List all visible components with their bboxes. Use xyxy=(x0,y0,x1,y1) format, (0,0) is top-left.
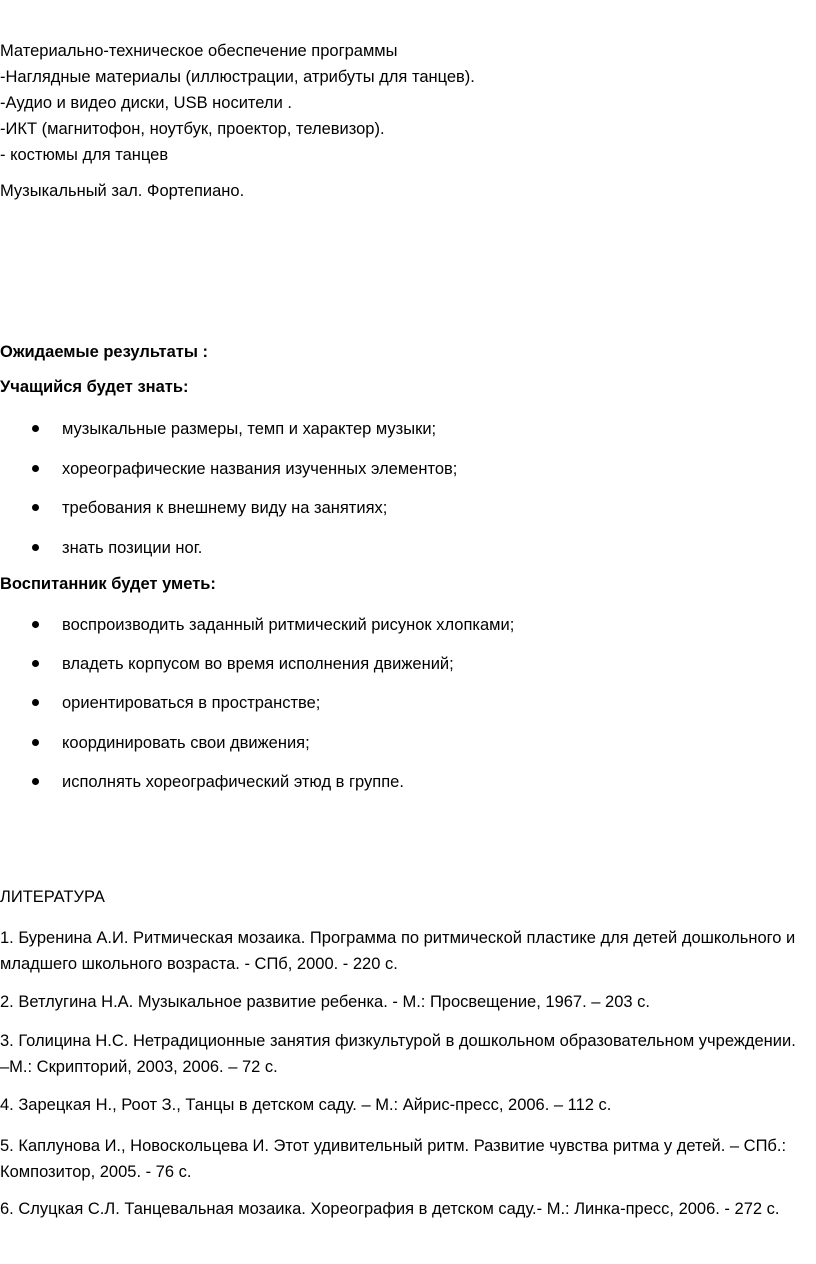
bullet-icon xyxy=(32,425,39,432)
materials-title: Материально-техническое обеспечение программы xyxy=(0,42,398,60)
materials-line: -Аудио и видео диски, USB носители . xyxy=(0,94,292,112)
list-item-text: исполнять хореографический этюд в группе. xyxy=(62,773,404,791)
reference-item: 3. Голицина Н.С. Нетрадиционные занятия физкультурой в дошкольном образовательном учреждении. –М.: Скрипторий, 2003, 2006. – 72 с. xyxy=(0,1032,796,1076)
literature-heading: ЛИТЕРАТУРА xyxy=(0,888,105,906)
list-item-text: ориентироваться в пространстве; xyxy=(62,694,321,712)
reference-item: 4. Зарецкая Н., Роот З., Танцы в детском саду. – М.: Айрис-пресс, 2006. – 112 с. xyxy=(0,1096,612,1114)
reference-item: 2. Ветлугина Н.А. Музыкальное развитие ребенка. - М.: Просвещение, 1967. – 203 с. xyxy=(0,993,650,1011)
materials-line: - костюмы для танцев xyxy=(0,146,169,164)
materials-hall: Музыкальный зал. Фортепиано. xyxy=(0,182,245,200)
bullet-icon xyxy=(32,699,39,706)
list-item-text: хореографические названия изученных элементов; xyxy=(62,460,458,478)
able-heading: Воспитанник будет уметь: xyxy=(0,575,216,593)
list-item-text: музыкальные размеры, темп и характер музыки; xyxy=(62,420,437,438)
bullet-icon xyxy=(32,739,39,746)
list-item-text: знать позиции ног. xyxy=(62,539,203,557)
bullet-icon xyxy=(32,544,39,551)
reference-item: 1. Буренина А.И. Ритмическая мозаика. Программа по ритмической пластике для детей дошкольного и младшего школьного возраста. - СПб, 2000. - 220 с. xyxy=(0,929,796,973)
list-item-text: координировать свои движения; xyxy=(62,734,310,752)
reference-item: 6. Слуцкая С.Л. Танцевальная мозаика. Хореография в детском саду.- М.: Линка-пресс, 2006. - 272 с. xyxy=(0,1200,780,1218)
reference-item: 5. Каплунова И., Новоскольцева И. Этот удивительный ритм. Развитие чувства ритма у детей. – СПб.: Композитор, 2005. - 76 с. xyxy=(0,1137,787,1181)
bullet-icon xyxy=(32,660,39,667)
results-heading: Ожидаемые результаты : xyxy=(0,343,209,361)
bullet-icon xyxy=(32,621,39,628)
bullet-icon xyxy=(32,504,39,511)
list-item-text: требования к внешнему виду на занятиях; xyxy=(62,499,388,517)
bullet-icon xyxy=(32,465,39,472)
list-item-text: воспроизводить заданный ритмический рисунок хлопками; xyxy=(62,616,515,634)
know-heading: Учащийся будет знать: xyxy=(0,378,189,396)
bullet-icon xyxy=(32,778,39,785)
materials-line: -Наглядные материалы (иллюстрации, атрибуты для танцев). xyxy=(0,68,475,86)
materials-line: -ИКТ (магнитофон, ноутбук, проектор, телевизор). xyxy=(0,120,385,138)
list-item-text: владеть корпусом во время исполнения движений; xyxy=(62,655,454,673)
